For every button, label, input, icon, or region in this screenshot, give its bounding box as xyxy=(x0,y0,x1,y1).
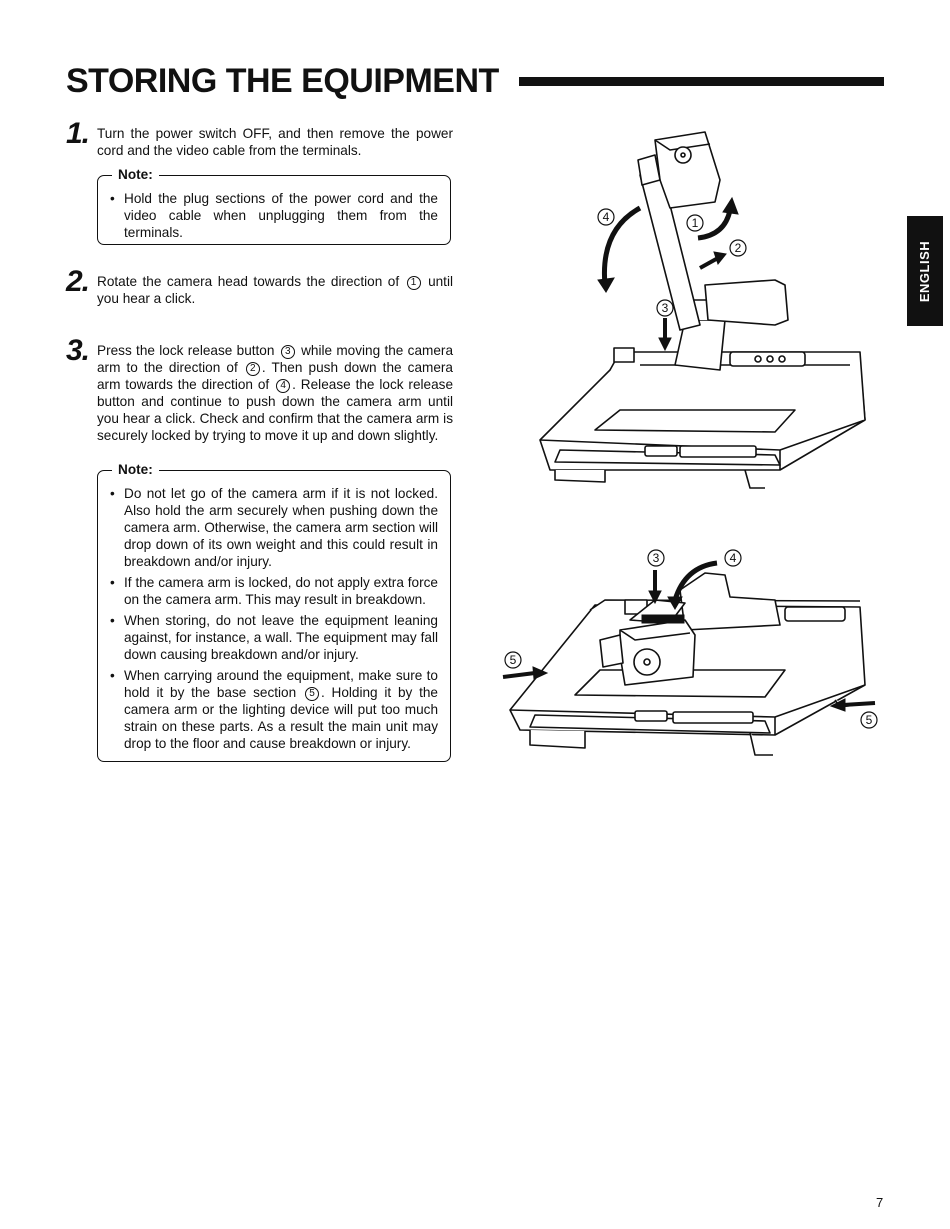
figure1-callout: 3 xyxy=(661,301,669,315)
language-tab-label: ENGLISH xyxy=(917,240,933,302)
callout-ref: 5 xyxy=(305,687,319,701)
step-text xyxy=(97,342,453,444)
illustration-arm-folded xyxy=(495,545,885,765)
note-label: Note: xyxy=(112,167,159,182)
step-number: 1. xyxy=(66,117,90,150)
callout-ref: 2 xyxy=(246,362,260,376)
step-text-part: until you hear a click. xyxy=(97,274,453,306)
page-title: STORING THE EQUIPMENT xyxy=(66,62,499,100)
title-row xyxy=(66,62,886,102)
step-text-part: while moving the camera arm to the direction of xyxy=(97,343,454,375)
note-item: • If the camera arm is locked, do not apply extra force on the camera arm. This may result in breakdown. xyxy=(110,574,438,608)
illustration-arm-raised xyxy=(520,120,880,500)
note-list xyxy=(110,485,438,752)
note-item: • Do not let go of the camera arm if it is not locked. Also hold the arm securely when pushing down the camera arm. Otherwise, the camera arm section will drop down of its own weight and this could result in breakdown and/or injury. xyxy=(110,485,438,570)
figure2-callout: 3 xyxy=(652,551,660,565)
step-text xyxy=(97,273,453,307)
page-number: 7 xyxy=(876,1195,884,1210)
callout-ref: 1 xyxy=(407,276,421,290)
figure1-callout: 1 xyxy=(691,216,699,230)
callout-ref: 3 xyxy=(281,345,295,359)
step-text-part: Press the lock release button xyxy=(97,343,275,358)
figure1-callout: 4 xyxy=(602,210,610,224)
step-number: 2. xyxy=(66,265,90,298)
note-item: • Hold the plug sections of the power cord and the video cable when unplugging them from the terminals. xyxy=(110,190,438,241)
title-rule xyxy=(519,77,884,86)
note-text-part: . Holding it by the camera arm or the lighting device will put too much strain on these parts. As a result the main unit may drop to the floor and cause breakdown or injury. xyxy=(124,685,438,751)
step-2 xyxy=(66,265,453,307)
figure2-callout: 5 xyxy=(509,653,517,667)
callout-ref: 4 xyxy=(276,379,290,393)
step-text: Turn the power switch OFF, and then remove the power cord and the video cable from the terminals. xyxy=(97,126,453,158)
step-number: 3. xyxy=(66,334,90,367)
note-box-2 xyxy=(97,462,451,762)
note-box-1 xyxy=(97,167,451,245)
step-1 xyxy=(66,117,453,159)
note-text-part: When carrying around the equipment, make sure to hold it by the base section xyxy=(124,668,438,700)
step-text-part: . Release the lock release button and continue to push down the camera arm until you hear a click. Check and confirm that the camera arm is securely locked by trying to move it up and down slightly. xyxy=(97,377,454,443)
note-list xyxy=(110,190,438,241)
note-item xyxy=(110,667,438,752)
step-text-part: Rotate the camera head towards the direction of xyxy=(97,274,400,289)
language-tab xyxy=(907,216,943,326)
note-item: • When storing, do not leave the equipment leaning against, for instance, a wall. The equipment may fall down causing breakdown and/or injury. xyxy=(110,612,438,663)
figure1-callout: 2 xyxy=(734,241,742,255)
step-text-part: . Then push down the camera arm towards the direction of xyxy=(97,360,453,392)
step-3 xyxy=(66,334,454,444)
figure2-callout: 5 xyxy=(865,713,873,727)
figure2-callout: 4 xyxy=(729,551,737,565)
note-label: Note: xyxy=(112,462,159,477)
